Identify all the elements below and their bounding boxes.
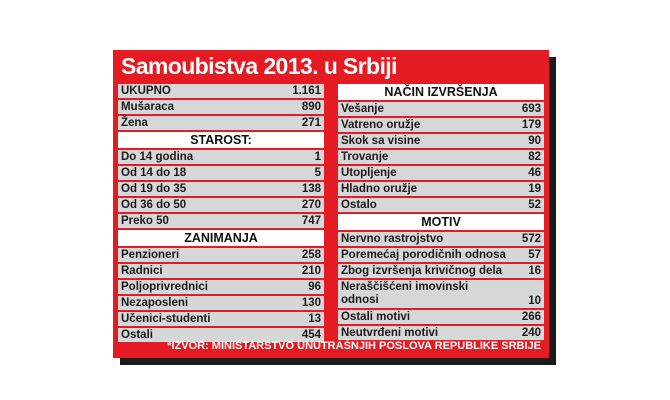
row-value: 46 — [528, 167, 541, 179]
table-row — [338, 118, 544, 132]
total-row — [118, 84, 324, 98]
row-value: 10 — [528, 295, 541, 307]
table-row — [118, 182, 324, 196]
women-row — [118, 116, 324, 130]
row-label: Žena — [121, 117, 148, 129]
left-column — [118, 84, 324, 344]
row-label: Ostali — [121, 329, 153, 341]
right-column — [338, 84, 544, 342]
row-value: 240 — [521, 327, 541, 339]
source-note: *IZVOR: MINISTARSTVO UNUTRAŠNJIH POSLOVA REPUBLIKE SRBIJE — [167, 340, 541, 352]
table-row — [118, 214, 324, 228]
row-value: 572 — [521, 233, 541, 245]
occupation-header: ZANIMANJA — [118, 230, 324, 246]
row-label: Ostalo — [341, 199, 377, 211]
row-label: Vešanje — [341, 103, 384, 115]
row-label: Preko 50 — [121, 215, 169, 227]
table-row — [338, 150, 544, 164]
row-label: Trovanje — [341, 151, 389, 163]
row-value: 179 — [521, 119, 541, 131]
row-label: Neutvrđeni motivi — [341, 327, 439, 339]
row-value: 19 — [528, 183, 541, 195]
row-value: 5 — [314, 167, 321, 179]
row-label: Do 14 godina — [121, 151, 194, 163]
table-row — [338, 326, 544, 340]
row-value: 693 — [521, 103, 541, 115]
statistics-card — [113, 50, 549, 358]
row-value: 1 — [314, 151, 321, 163]
table-row — [118, 150, 324, 164]
row-value: 57 — [528, 249, 541, 261]
motive-header: MOTIV — [338, 214, 544, 230]
row-value: 13 — [308, 313, 321, 325]
card-title: Samoubistva 2013. u Srbiji — [121, 53, 397, 79]
row-value: 747 — [301, 215, 321, 227]
row-value: 130 — [301, 297, 321, 309]
row-label: Hladno oružje — [341, 183, 418, 195]
row-value: 1.161 — [292, 85, 321, 97]
row-value: 266 — [521, 311, 541, 323]
row-value: 90 — [528, 135, 541, 147]
method-header: NAČIN IZVRŠENJA — [338, 84, 544, 100]
table-row — [338, 232, 544, 246]
row-value: 258 — [301, 249, 321, 261]
row-label: Nervno rastrojstvo — [341, 233, 444, 245]
row-value: 96 — [308, 281, 321, 293]
table-row — [338, 102, 544, 116]
table-row — [118, 312, 324, 326]
row-label: UKUPNO — [121, 85, 171, 97]
row-value: 210 — [301, 265, 321, 277]
row-label: Nezaposleni — [121, 297, 189, 309]
row-value: 270 — [301, 199, 321, 211]
row-label: Vatreno oružje — [341, 119, 421, 131]
row-label: Zbog izvršenja krivičnog dela — [341, 265, 503, 277]
row-label: Od 36 do 50 — [121, 199, 187, 211]
table-row — [338, 310, 544, 324]
table-row — [118, 296, 324, 310]
row-value: 138 — [301, 183, 321, 195]
row-label: Skok sa visine — [341, 135, 421, 147]
row-label: Neraščišćeni imovinski odnosi — [341, 281, 469, 306]
age-header: STAROST: — [118, 132, 324, 148]
row-label: Poremećaj porodičnih odnosa — [341, 249, 506, 261]
row-value: 82 — [528, 151, 541, 163]
row-label: Penzioneri — [121, 249, 180, 261]
table-row — [338, 182, 544, 196]
table-row — [118, 280, 324, 294]
table-row — [338, 280, 544, 308]
table-row — [118, 166, 324, 180]
row-value: 16 — [528, 265, 541, 277]
row-value: 52 — [528, 199, 541, 211]
men-row — [118, 100, 324, 114]
row-label: Učenici-studenti — [121, 313, 211, 325]
row-value: 890 — [301, 101, 321, 113]
table-row — [338, 248, 544, 262]
row-label: Od 19 do 35 — [121, 183, 187, 195]
table-row — [118, 248, 324, 262]
row-label: Od 14 do 18 — [121, 167, 187, 179]
row-label: Mušaraca — [121, 101, 175, 113]
row-label: Radnici — [121, 265, 163, 277]
table-row — [338, 166, 544, 180]
table-row — [338, 264, 544, 278]
row-label: Utopljenje — [341, 167, 397, 179]
table-row — [338, 198, 544, 212]
row-label: Ostali motivi — [341, 311, 411, 323]
table-row — [118, 198, 324, 212]
row-label: Poljoprivrednici — [121, 281, 208, 293]
table-row — [118, 264, 324, 278]
table-row — [338, 134, 544, 148]
row-value: 454 — [301, 329, 321, 341]
row-value: 271 — [301, 117, 321, 129]
